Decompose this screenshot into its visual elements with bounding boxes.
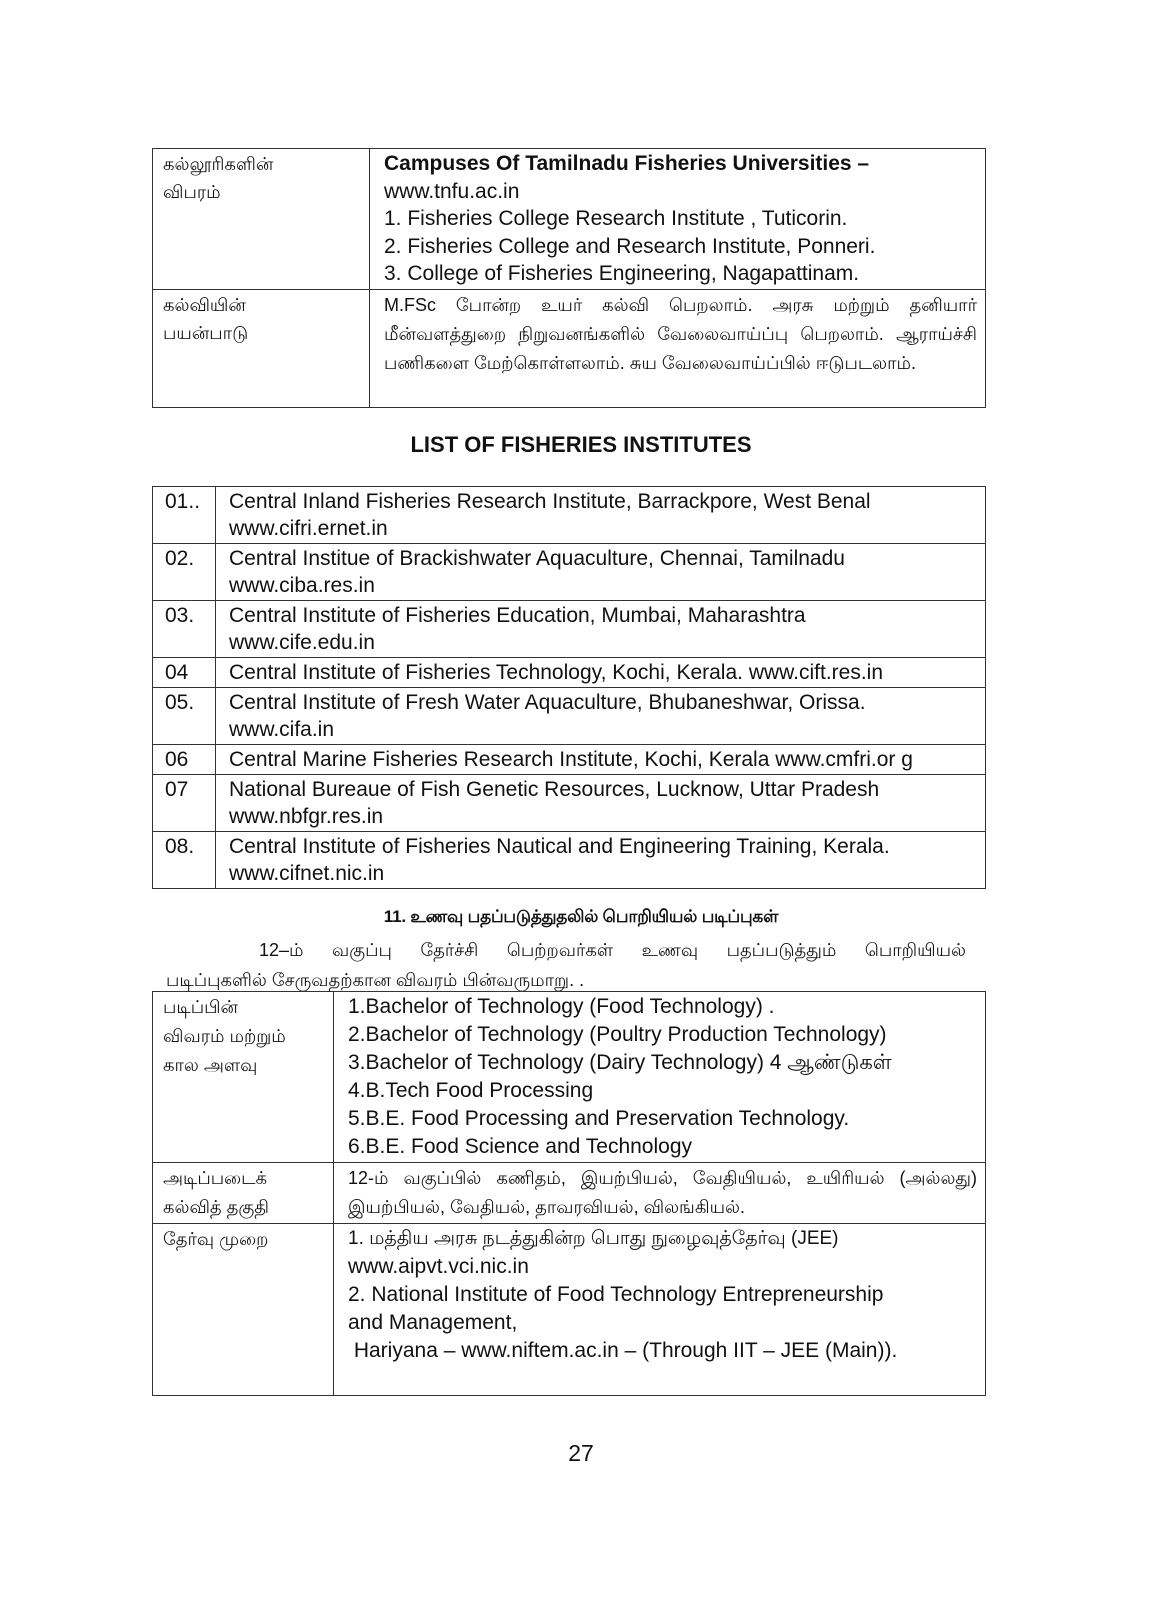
row-label-line: கால அளவு [163, 1055, 258, 1075]
institute-url: www.cifa.in [229, 718, 335, 741]
row-number: 02. [153, 544, 216, 601]
row-label-cell [153, 149, 370, 290]
row-label-line: கல்வியின் [163, 294, 246, 315]
institute-cell [216, 658, 986, 688]
institute-cell [216, 487, 986, 544]
institutes-heading: LIST OF FISHERIES INSTITUTES [410, 432, 752, 457]
campus-item: 1. Fisheries College Research Institute , Tuticorin. [384, 207, 848, 230]
institute-name: Central Institute of Fisheries Nautical and Engineering Training, Kerala. [229, 835, 890, 858]
row-value-cell [370, 149, 986, 290]
table-row [153, 688, 986, 745]
row-label-cell [153, 289, 370, 407]
course-item: 5.B.E. Food Processing and Preservation Technology. [348, 1107, 850, 1130]
campus-table [152, 148, 986, 408]
institute-cell [216, 688, 986, 745]
row-number: 06 [153, 745, 216, 775]
row-number: 01.. [153, 487, 216, 544]
intro-line: 12–ம் வகுப்பு தேர்ச்சி பெற்றவர்கள் உணவு பதப்படுத்தும் பொறியியல் [259, 940, 966, 960]
institute-name: Central Institute of Fisheries Education, Mumbai, Maharashtra [229, 604, 806, 627]
section-title: 11. உணவு பதப்படுத்துதலில் பொறியியல் படிப்புகள் [383, 907, 779, 926]
institute-url: www.nbfgr.res.in [229, 805, 384, 828]
row-label-line: விவரம் மற்றும் [163, 1026, 286, 1046]
campuses-title: Campuses Of Tamilnadu Fisheries Universities – [384, 152, 870, 175]
course-item: 3.Bachelor of Technology (Dairy Technology) 4 ஆண்டுகள் [348, 1051, 892, 1074]
institute-cell [216, 601, 986, 658]
row-label-cell [153, 1163, 334, 1224]
table-row [153, 544, 986, 601]
row-label-cell [153, 992, 334, 1163]
row-label-line: பயன்பாடு [163, 322, 249, 343]
table-row [153, 289, 986, 407]
exam-item: Hariyana – www.niftem.ac.in – (Through IIT – JEE (Main)). [348, 1339, 898, 1362]
table-row [153, 992, 986, 1163]
course-item: 1.Bachelor of Technology (Food Technology) . [348, 995, 775, 1018]
row-label-line: படிப்பின் [163, 997, 238, 1017]
course-item: 6.B.E. Food Science and Technology [348, 1135, 693, 1158]
table-row [153, 775, 986, 832]
exam-item: and Management, [348, 1311, 518, 1334]
exam-item: 2. National Institute of Food Technology Entrepreneurship [348, 1283, 884, 1306]
institute-url: www.cifri.ernet.in [229, 517, 388, 540]
institute-url: www.cifnet.nic.in [229, 862, 385, 885]
institute-name: National Bureaue of Fish Genetic Resources, Lucknow, Uttar Pradesh [229, 778, 880, 801]
institute-cell [216, 775, 986, 832]
table-row [153, 487, 986, 544]
row-value-cell [370, 289, 986, 407]
institutes-table [152, 486, 986, 889]
exam-url: www.aipvt.vci.nic.in [348, 1255, 529, 1278]
table-row [153, 658, 986, 688]
institute-cell [216, 832, 986, 889]
table-row [153, 1224, 986, 1396]
table-row [153, 745, 986, 775]
institute-name: Central Inland Fisheries Research Institute, Barrackpore, West Benal [229, 490, 871, 513]
row-label-line: கல்லூரிகளின் [163, 154, 274, 174]
table-row [153, 601, 986, 658]
course-item: 2.Bachelor of Technology (Poultry Production Technology) [348, 1023, 887, 1046]
row-label-line: விபரம் [163, 182, 221, 202]
course-item: 4.B.Tech Food Processing [348, 1079, 594, 1102]
qualification-text: 12-ம் வகுப்பில் கணிதம், இயற்பியல், வேதியியல், உயிரியல் (அல்லது) இயற்பியல், வேதியல், தாவரவியல், விலங்கியல். [348, 1168, 977, 1217]
table-row [153, 832, 986, 889]
row-label-line: தேர்வு முறை [163, 1229, 269, 1249]
institute-cell [216, 745, 986, 775]
row-label-cell [153, 1224, 334, 1396]
row-number: 04 [153, 658, 216, 688]
intro-line: படிப்புகளில் சேருவதற்கான விவரம் பின்வருமாறு. . [166, 970, 585, 990]
institute-name: Central Marine Fisheries Research Institute, Kochi, Kerala www.cmfri.or g [229, 748, 913, 771]
section-intro [166, 935, 966, 995]
table-row [153, 1163, 986, 1224]
table-row [153, 149, 986, 290]
campus-url: www.tnfu.ac.in [384, 179, 520, 203]
education-use-text: M.FSc போன்ற உயர் கல்வி பெறலாம். அரசு மற்றும் தனியார் மீன்வளத்துறை நிறுவனங்களில் வேலைவாய்ப்பு பெறலாம். ஆராய்ச்சி பணிகளை மேற்கொள்ளலாம். சுய வேலைவாய்ப்பில் ஈடுபடலாம். [384, 294, 977, 373]
row-value-cell [334, 1224, 986, 1396]
institute-name: Central Institute of Fresh Water Aquaculture, Bhubaneshwar, Orissa. [229, 691, 866, 714]
row-label-line: கல்வித் தகுதி [163, 1197, 270, 1217]
row-label-line: அடிப்படைக் [163, 1168, 267, 1188]
row-number: 08. [153, 832, 216, 889]
campus-item: 2. Fisheries College and Research Institute, Ponneri. [384, 234, 876, 258]
institute-url: www.cife.edu.in [229, 631, 375, 654]
page-number: 27 [568, 1440, 594, 1466]
exam-item: 1. மத்திய அரசு நடத்துகின்ற பொது நுழைவுத்தேர்வு (JEE) [348, 1228, 839, 1249]
institute-name: Central Institute of Fisheries Technology, Kochi, Kerala. www.cift.res.in [229, 661, 884, 684]
courses-table [152, 991, 986, 1396]
row-number: 03. [153, 601, 216, 658]
row-value-cell [334, 1163, 986, 1224]
row-value-cell [334, 992, 986, 1163]
campus-item: 3. College of Fisheries Engineering, Nagapattinam. [384, 262, 860, 285]
institute-name: Central Institue of Brackishwater Aquaculture, Chennai, Tamilnadu [229, 547, 845, 570]
row-number: 07 [153, 775, 216, 832]
institute-cell [216, 544, 986, 601]
row-number: 05. [153, 688, 216, 745]
institute-url: www.ciba.res.in [229, 574, 375, 597]
